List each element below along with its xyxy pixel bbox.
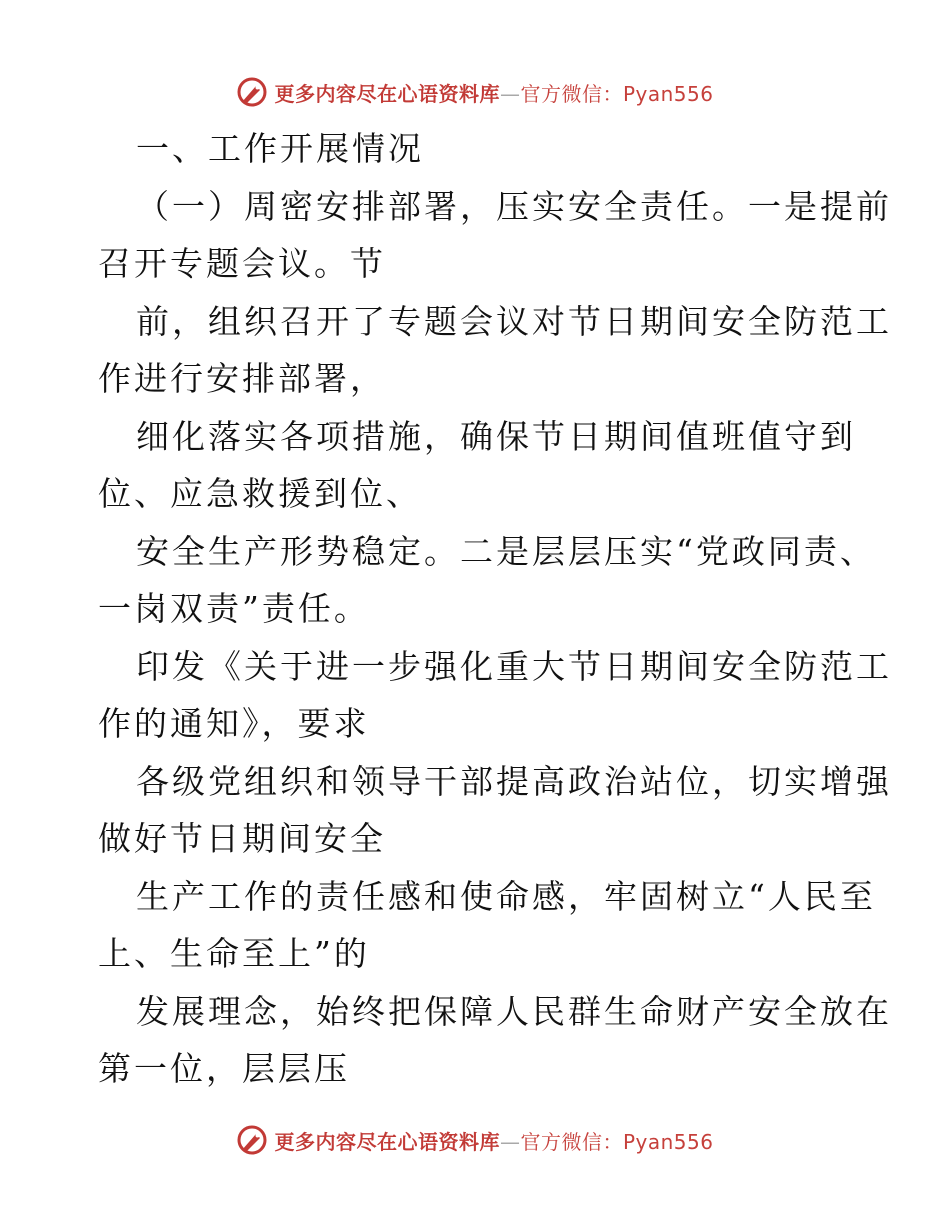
- paragraph-line: 上、生命至上”的: [98, 934, 370, 973]
- paragraph-line: 各级党组织和领导干部提高政治站位，切实增强: [136, 761, 892, 801]
- header-separator: —: [499, 81, 521, 106]
- paragraph-line: 生产工作的责任感和使命感，牢固树立“人民至: [136, 876, 876, 916]
- footer-banner: [0, 1120, 950, 1160]
- paragraph-line: 安全生产形势稳定。二是层层压实“党政同责、: [136, 531, 876, 571]
- pen-logo-icon: [236, 1124, 268, 1156]
- paragraph-line: 作进行安排部署，: [98, 359, 386, 398]
- footer-banner-text: [274, 1126, 713, 1155]
- document-body: [98, 120, 892, 1098]
- paragraph-line: 印发《关于进一步强化重大节日期间安全防范工: [136, 646, 892, 686]
- paragraph-line: 细化落实各项措施，确保节日期间值班值守到: [136, 416, 856, 456]
- footer-contact: 官方微信：Pyan556: [520, 1129, 714, 1154]
- footer-brand: 更多内容尽在心语资料库: [274, 1129, 500, 1154]
- pen-logo-icon: [236, 76, 268, 108]
- header-banner: [0, 72, 950, 112]
- paragraph-line: 召开专题会议。节: [98, 244, 386, 283]
- paragraph-line: 做好节日期间安全: [98, 819, 386, 858]
- header-brand: 更多内容尽在心语资料库: [274, 81, 500, 106]
- paragraph-line: 前，组织召开了专题会议对节日期间安全防范工: [136, 301, 892, 341]
- paragraph-line: 作的通知》，要求: [98, 704, 370, 743]
- paragraph-line: 位、应急救援到位、: [98, 474, 422, 513]
- paragraph-line: 发展理念，始终把保障人民群生命财产安全放在: [136, 991, 892, 1031]
- paragraph-line: 第一位，层层压: [98, 1049, 350, 1088]
- header-contact: 官方微信：Pyan556: [520, 81, 714, 106]
- section-heading: 一、工作开展情况: [136, 129, 424, 168]
- paragraph-line: 一岗双责”责任。: [98, 589, 370, 628]
- paragraph-line: （一）周密安排部署，压实安全责任。一是提前: [136, 186, 892, 226]
- footer-separator: —: [499, 1129, 521, 1154]
- header-banner-text: [274, 78, 713, 107]
